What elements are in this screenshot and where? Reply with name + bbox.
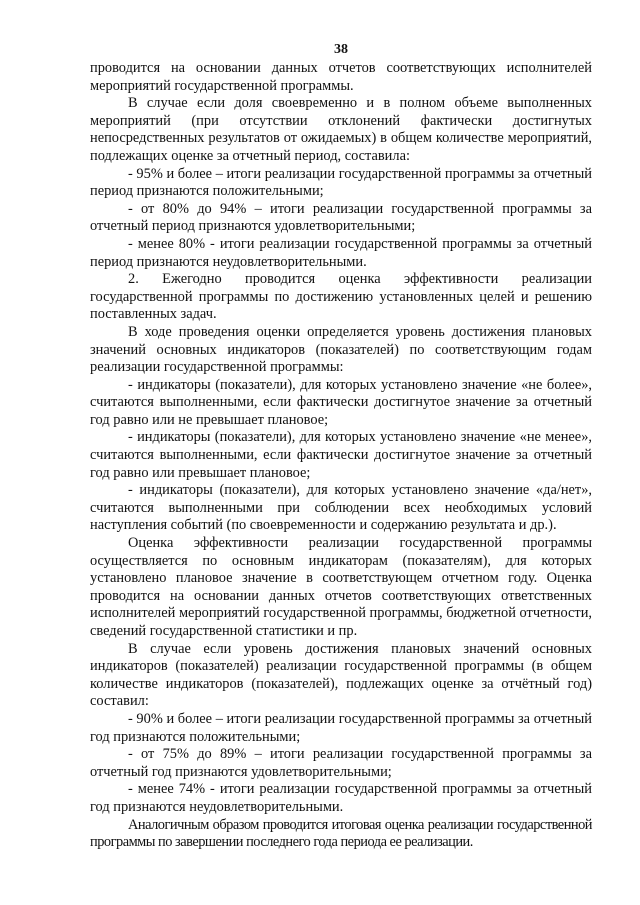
paragraph: - индикаторы (показатели), для которых установлено значение «не менее», считаются выполненными, если фактически достигнутое значение за отчетный год равно или превышает плановое; <box>90 429 592 481</box>
paragraph: - от 80% до 94% – итоги реализации государственной программы за отчетный период признаются удовлетворительными; <box>90 200 592 235</box>
paragraph: - от 75% до 89% – итоги реализации государственной программы за отчетный год признаются удовлетворительными; <box>90 746 592 780</box>
paragraph: - индикаторы (показатели), для которых установлено значение «да/нет», считаются выполненными при соблюдении всех необходимых условий наступления событий (по своевременности и содержанию результата и др.). <box>90 482 592 534</box>
document-body <box>90 60 592 852</box>
paragraph: - менее 80% - итоги реализации государственной программы за отчетный период признаются неудовлетворительными. <box>90 235 592 270</box>
paragraph: проводится на основании данных отчетов соответствующих исполнителей мероприятий государственной программы. <box>90 60 592 94</box>
paragraph: Аналогичным образом проводится итоговая оценка реализации государственной программы по завершении последнего года периода ее реализации. <box>90 816 592 851</box>
page-number: 38 <box>334 42 348 57</box>
paragraph: В случае если доля своевременно и в полном объеме выполненных мероприятий (при отсутствии отклонений фактически достигнутых непосредственных результатов от ожидаемых) в общем количестве мероприятий, подлежащих оценке за отчетный период, составила: <box>90 95 592 164</box>
paragraph: В ходе проведения оценки определяется уровень достижения плановых значений основных индикаторов (показателей) по соответствующим годам реализации государственной программы: <box>90 323 592 376</box>
paragraph: - 95% и более – итоги реализации государственной программы за отчетный период признаются положительными; <box>90 165 592 200</box>
paragraph: В случае если уровень достижения плановых значений основных индикаторов (показателей) реализации государственной программы (в общем количестве индикаторов (показателей), подлежащих оценке за отчётный год) составил: <box>90 640 592 710</box>
paragraph: Оценка эффективности реализации государственной программы осуществляется по основным индикаторам (показателям), для которых установлено плановое значение в соответствующем отчетном году. Оценка проводится на основании данных отчетов соответствующих ответственных исполнителей мероприятий государственной программы, бюджетной отчетности, сведений государственной статистики и пр. <box>90 535 592 639</box>
paragraph: - менее 74% - итоги реализации государственной программы за отчетный год признаются неудовлетворительными. <box>90 781 592 815</box>
paragraph: 2. Ежегодно проводится оценка эффективности реализации государственной программы по достижению установленных целей и решению поставленных задач. <box>90 271 592 323</box>
paragraph: - 90% и более – итоги реализации государственной программы за отчетный год признаются положительными; <box>90 710 592 745</box>
paragraph: - индикаторы (показатели), для которых установлено значение «не более», считаются выполненными, если фактически достигнутое значение за отчетный год равно или не превышает плановое; <box>90 376 592 428</box>
